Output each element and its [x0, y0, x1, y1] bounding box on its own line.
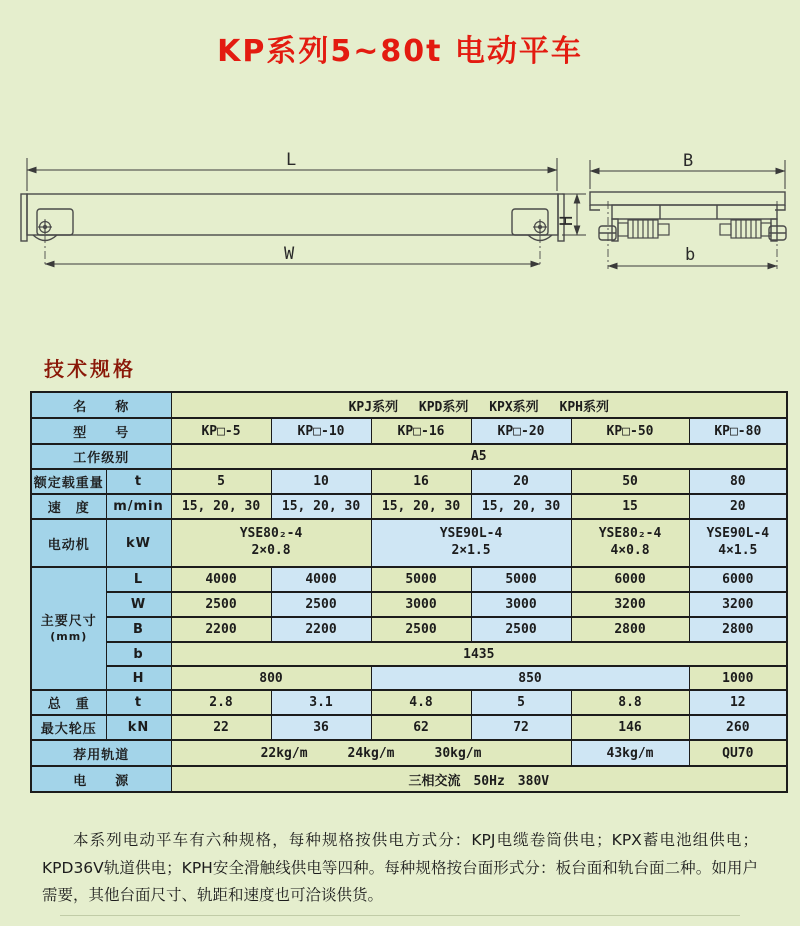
dim-value: 2500	[271, 592, 371, 617]
speed-value: 20	[689, 494, 787, 519]
motor-power: 4×0.8	[610, 543, 650, 558]
motor-spec	[571, 519, 689, 567]
motor-model: YSE80₂-4	[239, 526, 303, 542]
table-row-model	[31, 418, 787, 444]
capacity-value: 16	[371, 469, 471, 494]
capacity-value: 20	[471, 469, 571, 494]
dim-value: 3200	[689, 592, 787, 617]
dim-key: B	[106, 617, 171, 642]
table-row-speed	[31, 494, 787, 519]
dim-value: 6000	[689, 567, 787, 592]
motor-power: 4×1.5	[718, 543, 758, 558]
row-label: 名 称	[31, 392, 171, 418]
dim-value: 2200	[271, 617, 371, 642]
dim-value: 5000	[371, 567, 471, 592]
dim-label-gauge: b	[685, 245, 696, 265]
speed-value: 15, 20, 30	[471, 494, 571, 519]
motor-spec	[371, 519, 571, 567]
dims-group-unit: (mm)	[50, 629, 88, 643]
dimension-lines	[27, 158, 586, 264]
table-row-dim-B	[31, 617, 787, 642]
weight-value: 12	[689, 690, 787, 715]
table-row-dim-L	[31, 567, 787, 592]
row-unit: t	[106, 469, 171, 494]
capacity-value: 50	[571, 469, 689, 494]
dim-value: 5000	[471, 567, 571, 592]
model-value: KP□-80	[689, 418, 787, 444]
row-label: 型 号	[31, 418, 171, 444]
dim-value: 3200	[571, 592, 689, 617]
dims-group-label	[31, 567, 106, 690]
dim-value: 2500	[171, 592, 271, 617]
rail-value: 24kg/m	[347, 745, 395, 761]
dim-value: 3000	[371, 592, 471, 617]
wheel-load-value: 22	[171, 715, 271, 740]
model-value: KP□-5	[171, 418, 271, 444]
rail-value: 22kg/m	[260, 745, 308, 761]
weight-value: 8.8	[571, 690, 689, 715]
series-list: KPJ系列 KPD系列 KPX系列 KPH系列	[171, 392, 787, 418]
table-row-dim-W	[31, 592, 787, 617]
row-label: 速 度	[31, 494, 106, 519]
capacity-value: 5	[171, 469, 271, 494]
row-label: 电 源	[31, 766, 171, 792]
rail-values	[171, 740, 571, 766]
table-row-weight	[31, 690, 787, 715]
weight-value: 5	[471, 690, 571, 715]
footer-note: 本系列电动平车有六种规格，每种规格按供电方式分：KPJ电缆卷筒供电；KPX蓄电池组供电；KPD36V轨道供电；KPH安全滑触线供电等四种。每种规格按台面形式分：板台面和轨台面二种。如用户需要，其他台面尺寸、轨距和速度也可洽谈供货。	[42, 831, 758, 905]
dim-value: 2200	[171, 617, 271, 642]
capacity-value: 10	[271, 469, 371, 494]
wheel-load-value: 62	[371, 715, 471, 740]
power-supply-value: 三相交流 50Hz 380V	[171, 766, 787, 792]
dim-value: 4000	[271, 567, 371, 592]
table-row-wheel-load	[31, 715, 787, 740]
weight-value: 2.8	[171, 690, 271, 715]
wheel-hub-icon	[38, 220, 547, 234]
section-title: 技术规格	[44, 357, 136, 381]
dim-value: 850	[371, 666, 689, 690]
spec-table	[30, 391, 788, 793]
end-view-drawing	[590, 151, 786, 269]
rail-value: 43kg/m	[571, 740, 689, 766]
rail-value: 30kg/m	[434, 745, 482, 761]
row-unit: kN	[106, 715, 171, 740]
dim-value: 1435	[171, 642, 787, 666]
dim-label-height: H	[557, 215, 577, 226]
dims-group-title: 主要尺寸	[40, 613, 97, 629]
side-view-drawing	[21, 150, 586, 266]
table-row-dim-b	[31, 642, 787, 666]
weight-value: 3.1	[271, 690, 371, 715]
dim-key: H	[106, 666, 171, 690]
table-row-capacity	[31, 469, 787, 494]
motor-power: 2×0.8	[251, 543, 291, 558]
row-unit: kW	[106, 519, 171, 567]
weight-value: 4.8	[371, 690, 471, 715]
motor-power: 2×1.5	[451, 543, 491, 558]
row-unit: t	[106, 690, 171, 715]
dim-value: 2800	[571, 617, 689, 642]
table-row-duty-class	[31, 444, 787, 469]
model-value: KP□-10	[271, 418, 371, 444]
dim-value: 2500	[371, 617, 471, 642]
speed-value: 15, 20, 30	[171, 494, 271, 519]
row-label: 电动机	[31, 519, 106, 567]
dim-value: 2800	[689, 617, 787, 642]
dim-label-length: L	[286, 150, 297, 170]
motor-model: YSE80₂-4	[598, 526, 662, 542]
speed-value: 15	[571, 494, 689, 519]
model-value: KP□-16	[371, 418, 471, 444]
row-label: 额定载重量	[31, 469, 106, 494]
table-row-name	[31, 392, 787, 418]
dim-value: 3000	[471, 592, 571, 617]
dim-value: 6000	[571, 567, 689, 592]
wheel-load-value: 146	[571, 715, 689, 740]
motor-model: YSE90L-4	[706, 526, 770, 542]
motor-icon	[618, 220, 669, 238]
dim-value: 800	[171, 666, 371, 690]
technical-drawing	[0, 129, 800, 299]
page-title: KP系列5~80t 电动平车	[217, 34, 583, 69]
table-row-rail	[31, 740, 787, 766]
table-row-power	[31, 766, 787, 792]
row-label: 总 重	[31, 690, 106, 715]
motor-model: YSE90L-4	[439, 526, 503, 542]
table-row-dim-H	[31, 666, 787, 690]
wheel-load-value: 260	[689, 715, 787, 740]
dim-label-width: B	[683, 151, 694, 171]
row-unit: m/min	[106, 494, 171, 519]
bottom-divider	[60, 915, 740, 916]
table-row-motor	[31, 519, 787, 567]
dim-key: L	[106, 567, 171, 592]
dim-value: 4000	[171, 567, 271, 592]
row-label: 工作级别	[31, 444, 171, 469]
wheel-load-value: 36	[271, 715, 371, 740]
dim-key: b	[106, 642, 171, 666]
rail-value: QU70	[689, 740, 787, 766]
capacity-value: 80	[689, 469, 787, 494]
dim-key: W	[106, 592, 171, 617]
duty-class-value: A5	[171, 444, 787, 469]
speed-value: 15, 20, 30	[371, 494, 471, 519]
model-value: KP□-50	[571, 418, 689, 444]
motor-spec	[171, 519, 371, 567]
speed-value: 15, 20, 30	[271, 494, 371, 519]
model-value: KP□-20	[471, 418, 571, 444]
dim-value: 2500	[471, 617, 571, 642]
row-label: 荐用轨道	[31, 740, 171, 766]
dim-label-wheelbase: W	[284, 244, 295, 264]
dim-value: 1000	[689, 666, 787, 690]
wheel-load-value: 72	[471, 715, 571, 740]
motor-icon	[720, 220, 771, 238]
motor-spec	[689, 519, 787, 567]
row-label: 最大轮压	[31, 715, 106, 740]
